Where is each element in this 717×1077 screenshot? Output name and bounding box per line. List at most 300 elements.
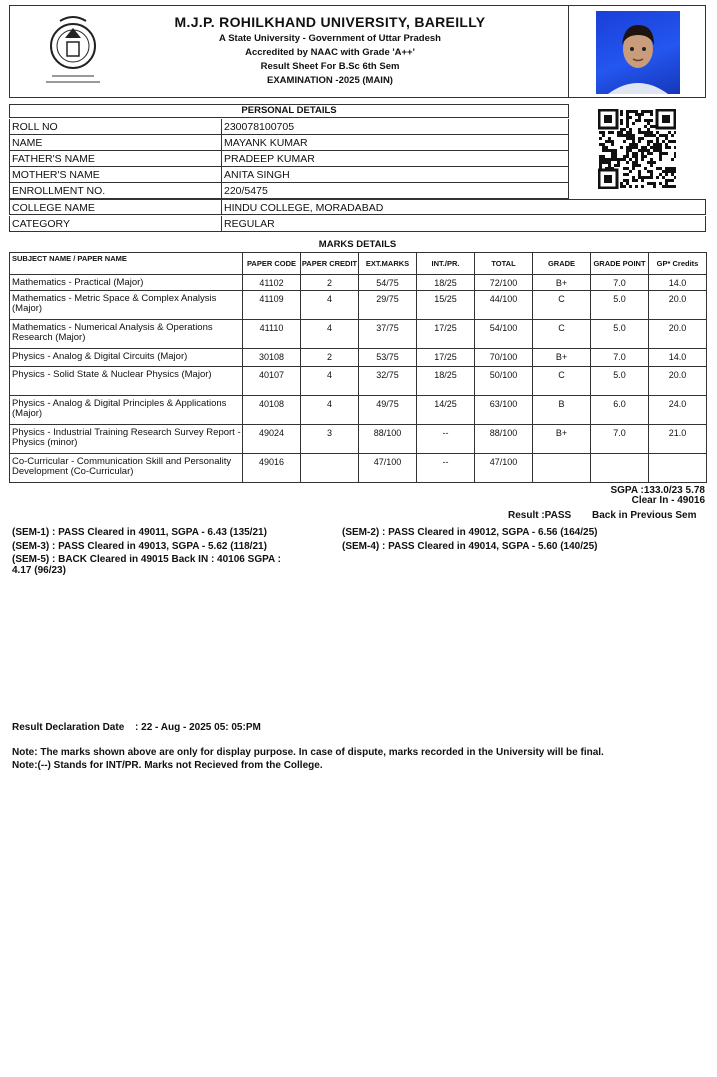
clear-in: Clear In - 49016 xyxy=(631,495,705,506)
subject-name: Physics - Industrial Training Research Survey Report - Physics (minor) xyxy=(10,425,243,454)
sgpa-summary: SGPA :133.0/23 5.78 xyxy=(610,485,705,496)
qr-module xyxy=(659,152,662,155)
qr-module xyxy=(617,134,620,137)
qr-module xyxy=(602,146,605,149)
qr-module xyxy=(599,158,602,161)
qr-module xyxy=(668,167,671,170)
qr-module xyxy=(647,128,650,131)
table-row xyxy=(10,275,707,291)
qr-module xyxy=(641,113,644,116)
name-label: NAME xyxy=(12,137,43,149)
qr-module xyxy=(629,110,632,113)
gp-credits: 14.0 xyxy=(649,275,707,291)
header-line-2: Accredited by NAAC with Grade 'A++' xyxy=(245,47,415,58)
qr-module xyxy=(623,167,626,170)
qr-module xyxy=(629,134,632,137)
qr-module xyxy=(620,158,623,161)
declaration-value: : 22 - Aug - 2025 05: 05:PM xyxy=(135,722,261,733)
gp-credits: 20.0 xyxy=(649,367,707,396)
qr-module xyxy=(671,179,674,182)
qr-module xyxy=(674,131,676,134)
gp-credits: 20.0 xyxy=(649,320,707,349)
qr-module xyxy=(665,182,668,185)
qr-module xyxy=(611,158,614,161)
qr-module xyxy=(674,185,676,188)
qr-module xyxy=(674,167,676,170)
qr-module xyxy=(662,152,665,155)
qr-module xyxy=(635,155,638,158)
qr-module xyxy=(650,158,653,161)
qr-module xyxy=(644,155,647,158)
enrollment-value: 220/5475 xyxy=(221,183,268,198)
gp-credits: 21.0 xyxy=(649,425,707,454)
college-value: HINDU COLLEGE, MORADABAD xyxy=(221,200,383,215)
qr-module xyxy=(662,170,665,173)
total-marks: 50/100 xyxy=(475,367,533,396)
col-grade-point: GRADE POINT xyxy=(591,253,649,275)
qr-module xyxy=(665,179,668,182)
qr-module xyxy=(617,158,620,161)
qr-module xyxy=(641,131,644,134)
col-total: TOTAL xyxy=(475,253,533,275)
university-seal-icon xyxy=(10,6,140,97)
qr-module xyxy=(626,122,629,125)
qr-module xyxy=(674,176,676,179)
qr-module xyxy=(674,146,676,149)
college-row xyxy=(9,199,706,215)
qr-module xyxy=(617,164,620,167)
col-ext-marks: EXT.MARKS xyxy=(359,253,417,275)
qr-module xyxy=(656,143,659,146)
qr-module xyxy=(671,158,674,161)
qr-module xyxy=(611,131,614,134)
qr-module xyxy=(638,173,641,176)
qr-module xyxy=(653,143,656,146)
personal-details-heading: PERSONAL DETAILS xyxy=(9,104,569,118)
qr-module xyxy=(623,155,626,158)
sem-5-result-cont: 4.17 (96/23) xyxy=(12,565,66,576)
qr-module xyxy=(647,143,650,146)
qr-module xyxy=(626,161,629,164)
paper-code: 41102 xyxy=(243,275,301,291)
col-paper-credit: PAPER CREDIT xyxy=(301,253,359,275)
qr-module xyxy=(662,176,665,179)
qr-module xyxy=(605,140,608,143)
qr-module xyxy=(650,170,653,173)
qr-module xyxy=(638,116,641,119)
subject-name: Physics - Analog & Digital Circuits (Major) xyxy=(10,349,243,367)
qr-module xyxy=(656,149,659,152)
table-row xyxy=(10,396,707,425)
qr-module xyxy=(644,176,647,179)
qr-module xyxy=(659,143,662,146)
grade-point: 5.0 xyxy=(591,367,649,396)
qr-module xyxy=(635,185,638,188)
qr-module xyxy=(665,173,668,176)
ext-marks: 32/75 xyxy=(359,367,417,396)
qr-module xyxy=(632,140,635,143)
qr-module xyxy=(632,161,635,164)
qr-module xyxy=(644,131,647,134)
qr-module xyxy=(602,143,605,146)
grade: C xyxy=(533,291,591,320)
qr-module xyxy=(653,125,656,128)
qr-module xyxy=(656,146,659,149)
qr-module xyxy=(659,173,662,176)
header-line-3: Result Sheet For B.Sc 6th Sem xyxy=(260,61,400,72)
name-value: MAYANK KUMAR xyxy=(221,135,308,150)
col-grade: GRADE xyxy=(533,253,591,275)
qr-module xyxy=(623,179,626,182)
ext-marks: 53/75 xyxy=(359,349,417,367)
grade-point: 7.0 xyxy=(591,425,649,454)
name-row xyxy=(9,135,569,151)
qr-module xyxy=(623,173,626,176)
qr-module xyxy=(665,170,668,173)
father-name-label: FATHER'S NAME xyxy=(12,153,95,165)
qr-module xyxy=(599,164,602,167)
qr-module xyxy=(632,155,635,158)
qr-module xyxy=(608,131,611,134)
qr-module xyxy=(635,161,638,164)
qr-module xyxy=(599,143,602,146)
grade xyxy=(533,454,591,483)
qr-module xyxy=(647,161,650,164)
paper-code: 40107 xyxy=(243,367,301,396)
qr-module xyxy=(641,158,644,161)
qr-module xyxy=(638,176,641,179)
qr-module xyxy=(632,134,635,137)
qr-module xyxy=(635,158,638,161)
qr-module xyxy=(602,134,605,137)
paper-credit: 4 xyxy=(301,291,359,320)
paper-code: 49024 xyxy=(243,425,301,454)
qr-module xyxy=(671,170,674,173)
qr-module xyxy=(602,158,605,161)
paper-code: 40108 xyxy=(243,396,301,425)
paper-code: 41110 xyxy=(243,320,301,349)
int-marks: -- xyxy=(417,425,475,454)
qr-module xyxy=(644,125,647,128)
marks-table xyxy=(9,252,707,483)
qr-module xyxy=(635,143,638,146)
subject-name: Co-Curricular - Communication Skill and Personality Development (Co-Curricular) xyxy=(10,454,243,483)
qr-module xyxy=(632,146,635,149)
qr-module xyxy=(629,158,632,161)
qr-module xyxy=(674,152,676,155)
header-line-1: A State University - Government of Uttar Pradesh xyxy=(219,33,441,44)
paper-credit xyxy=(301,454,359,483)
qr-module xyxy=(653,149,656,152)
qr-module xyxy=(614,164,617,167)
qr-module xyxy=(650,110,653,113)
qr-module xyxy=(656,176,659,179)
qr-module xyxy=(620,146,623,149)
paper-credit: 4 xyxy=(301,320,359,349)
ext-marks: 47/100 xyxy=(359,454,417,483)
qr-module xyxy=(668,179,671,182)
enrollment-row xyxy=(9,183,569,199)
col-paper-code: PAPER CODE xyxy=(243,253,301,275)
qr-module xyxy=(614,158,617,161)
qr-module xyxy=(656,131,659,134)
qr-module xyxy=(599,167,602,170)
grade: B+ xyxy=(533,349,591,367)
paper-credit: 2 xyxy=(301,275,359,291)
grade: C xyxy=(533,320,591,349)
qr-module xyxy=(653,182,656,185)
qr-module xyxy=(608,164,611,167)
qr-module xyxy=(635,113,638,116)
father-name-row xyxy=(9,151,569,167)
table-row xyxy=(10,367,707,396)
grade: B+ xyxy=(533,275,591,291)
qr-module xyxy=(641,137,644,140)
qr-module xyxy=(599,161,602,164)
qr-module xyxy=(638,131,641,134)
qr-module xyxy=(647,122,650,125)
qr-module xyxy=(626,110,629,113)
sem-1-result: (SEM-1) : PASS Cleared in 49011, SGPA - 6.43 (135/21) xyxy=(12,527,267,538)
qr-module xyxy=(653,185,656,188)
qr-module xyxy=(629,116,632,119)
qr-module xyxy=(674,170,676,173)
ext-marks: 37/75 xyxy=(359,320,417,349)
qr-module xyxy=(626,131,629,134)
qr-module xyxy=(632,164,635,167)
qr-module xyxy=(626,173,629,176)
qr-module xyxy=(659,158,662,161)
qr-module xyxy=(662,140,665,143)
qr-module xyxy=(644,134,647,137)
qr-module xyxy=(620,134,623,137)
declaration-date xyxy=(12,722,261,733)
qr-module xyxy=(620,185,623,188)
qr-module xyxy=(668,146,671,149)
qr-module xyxy=(623,128,626,131)
paper-code: 49016 xyxy=(243,454,301,483)
qr-module xyxy=(644,119,647,122)
paper-credit: 4 xyxy=(301,367,359,396)
paper-credit: 3 xyxy=(301,425,359,454)
note-display: Note: The marks shown above are only for display purpose. In case of dispute, marks recorded in the University will be final. xyxy=(12,747,604,758)
qr-module xyxy=(614,152,617,155)
header-title-block xyxy=(148,14,512,86)
int-marks: 15/25 xyxy=(417,291,475,320)
qr-module xyxy=(620,122,623,125)
qr-module xyxy=(671,173,674,176)
qr-module xyxy=(638,137,641,140)
qr-module xyxy=(641,185,644,188)
grade-point xyxy=(591,454,649,483)
qr-module xyxy=(668,185,671,188)
total-marks: 63/100 xyxy=(475,396,533,425)
qr-module xyxy=(632,110,635,113)
qr-module xyxy=(608,149,611,152)
table-row xyxy=(10,320,707,349)
paper-credit: 4 xyxy=(301,396,359,425)
qr-module xyxy=(605,161,608,164)
total-marks: 88/100 xyxy=(475,425,533,454)
qr-module xyxy=(665,146,668,149)
qr-module xyxy=(626,167,629,170)
qr-module xyxy=(665,167,668,170)
back-status: Back in Previous Sem xyxy=(592,510,697,521)
qr-module xyxy=(629,131,632,134)
qr-module xyxy=(653,146,656,149)
total-marks: 54/100 xyxy=(475,320,533,349)
qr-module xyxy=(608,137,611,140)
qr-module xyxy=(623,134,626,137)
int-marks: 18/25 xyxy=(417,367,475,396)
qr-module xyxy=(656,137,659,140)
qr-module xyxy=(647,149,650,152)
qr-module xyxy=(626,137,629,140)
qr-module xyxy=(650,152,653,155)
qr-module xyxy=(620,182,623,185)
qr-module xyxy=(650,161,653,164)
qr-module xyxy=(623,185,626,188)
qr-module xyxy=(659,182,662,185)
qr-module xyxy=(659,146,662,149)
qr-module xyxy=(659,155,662,158)
qr-module xyxy=(641,149,644,152)
qr-module xyxy=(650,125,653,128)
qr-module xyxy=(626,155,629,158)
sem-4-result: (SEM-4) : PASS Cleared in 49014, SGPA - 5.60 (140/25) xyxy=(342,541,598,552)
qr-module xyxy=(626,146,629,149)
qr-module xyxy=(638,113,641,116)
subject-name: Mathematics - Practical (Major) xyxy=(10,275,243,291)
qr-module xyxy=(650,173,653,176)
mother-name-label: MOTHER'S NAME xyxy=(12,169,100,181)
qr-module xyxy=(641,110,644,113)
int-marks: 17/25 xyxy=(417,349,475,367)
gp-credits: 20.0 xyxy=(649,291,707,320)
college-label: COLLEGE NAME xyxy=(12,202,95,214)
table-row xyxy=(10,425,707,454)
paper-code: 41109 xyxy=(243,291,301,320)
qr-module xyxy=(611,140,614,143)
qr-module xyxy=(626,152,629,155)
qr-module xyxy=(659,167,662,170)
qr-module xyxy=(635,119,638,122)
university-logo xyxy=(10,6,140,97)
qr-module xyxy=(650,119,653,122)
qr-module xyxy=(611,143,614,146)
qr-module xyxy=(599,155,602,158)
table-row xyxy=(10,454,707,483)
qr-module xyxy=(614,149,617,152)
qr-module xyxy=(656,140,659,143)
qr-module xyxy=(629,146,632,149)
qr-module xyxy=(602,149,605,152)
qr-module xyxy=(632,167,635,170)
grade: B+ xyxy=(533,425,591,454)
table-row xyxy=(10,349,707,367)
qr-module xyxy=(632,137,635,140)
enrollment-label: ENROLLMENT NO. xyxy=(12,185,106,197)
qr-module xyxy=(650,146,653,149)
qr-module xyxy=(650,176,653,179)
qr-module xyxy=(623,158,626,161)
subject-name: Physics - Analog & Digital Principles & Applications (Major) xyxy=(10,396,243,425)
total-marks: 44/100 xyxy=(475,291,533,320)
qr-module xyxy=(665,137,668,140)
mother-name-value: ANITA SINGH xyxy=(221,167,290,182)
qr-module xyxy=(626,116,629,119)
qr-module xyxy=(644,110,647,113)
header-line-4: EXAMINATION -2025 (MAIN) xyxy=(267,75,393,86)
qr-module xyxy=(635,146,638,149)
qr-module xyxy=(635,110,638,113)
qr-module xyxy=(653,134,656,137)
grade: B xyxy=(533,396,591,425)
ext-marks: 49/75 xyxy=(359,396,417,425)
qr-module xyxy=(626,125,629,128)
qr-module xyxy=(629,170,632,173)
qr-module xyxy=(608,167,611,170)
col-int-pr: INT./PR. xyxy=(417,253,475,275)
qr-code xyxy=(598,109,676,189)
sem-5-result: (SEM-5) : BACK Cleared in 49015 Back IN : 40106 SGPA : xyxy=(12,554,281,565)
qr-module xyxy=(611,152,614,155)
mother-name-row xyxy=(9,167,569,183)
qr-module xyxy=(650,113,653,116)
qr-module xyxy=(632,176,635,179)
ext-marks: 54/75 xyxy=(359,275,417,291)
qr-module xyxy=(671,185,674,188)
qr-module xyxy=(641,179,644,182)
qr-module xyxy=(614,155,617,158)
qr-module xyxy=(638,119,641,122)
qr-module xyxy=(605,158,608,161)
qr-module xyxy=(644,149,647,152)
declaration-label: Result Declaration Date xyxy=(12,722,125,733)
qr-module xyxy=(602,161,605,164)
qr-module xyxy=(626,149,629,152)
qr-module xyxy=(650,140,653,143)
qr-module xyxy=(659,149,662,152)
qr-module xyxy=(623,140,626,143)
qr-module xyxy=(641,152,644,155)
note-int-pr: Note:(--) Stands for INT/PR. Marks not Recieved from the College. xyxy=(12,760,323,771)
student-photo xyxy=(596,11,680,94)
qr-module xyxy=(629,149,632,152)
qr-module xyxy=(650,164,653,167)
qr-module xyxy=(608,161,611,164)
father-name-value: PRADEEP KUMAR xyxy=(221,151,315,166)
qr-module xyxy=(629,137,632,140)
total-marks: 72/100 xyxy=(475,275,533,291)
qr-module xyxy=(611,155,614,158)
qr-module xyxy=(650,182,653,185)
qr-module xyxy=(632,179,635,182)
qr-module xyxy=(626,113,629,116)
gp-credits xyxy=(649,454,707,483)
result-status: Result :PASS xyxy=(508,510,572,521)
ext-marks: 88/100 xyxy=(359,425,417,454)
int-marks: 17/25 xyxy=(417,320,475,349)
qr-module xyxy=(647,152,650,155)
qr-module xyxy=(611,149,614,152)
qr-module xyxy=(635,179,638,182)
qr-module xyxy=(662,134,665,137)
qr-module xyxy=(665,143,668,146)
qr-module xyxy=(674,155,676,158)
qr-module xyxy=(671,140,674,143)
qr-module xyxy=(668,131,671,134)
